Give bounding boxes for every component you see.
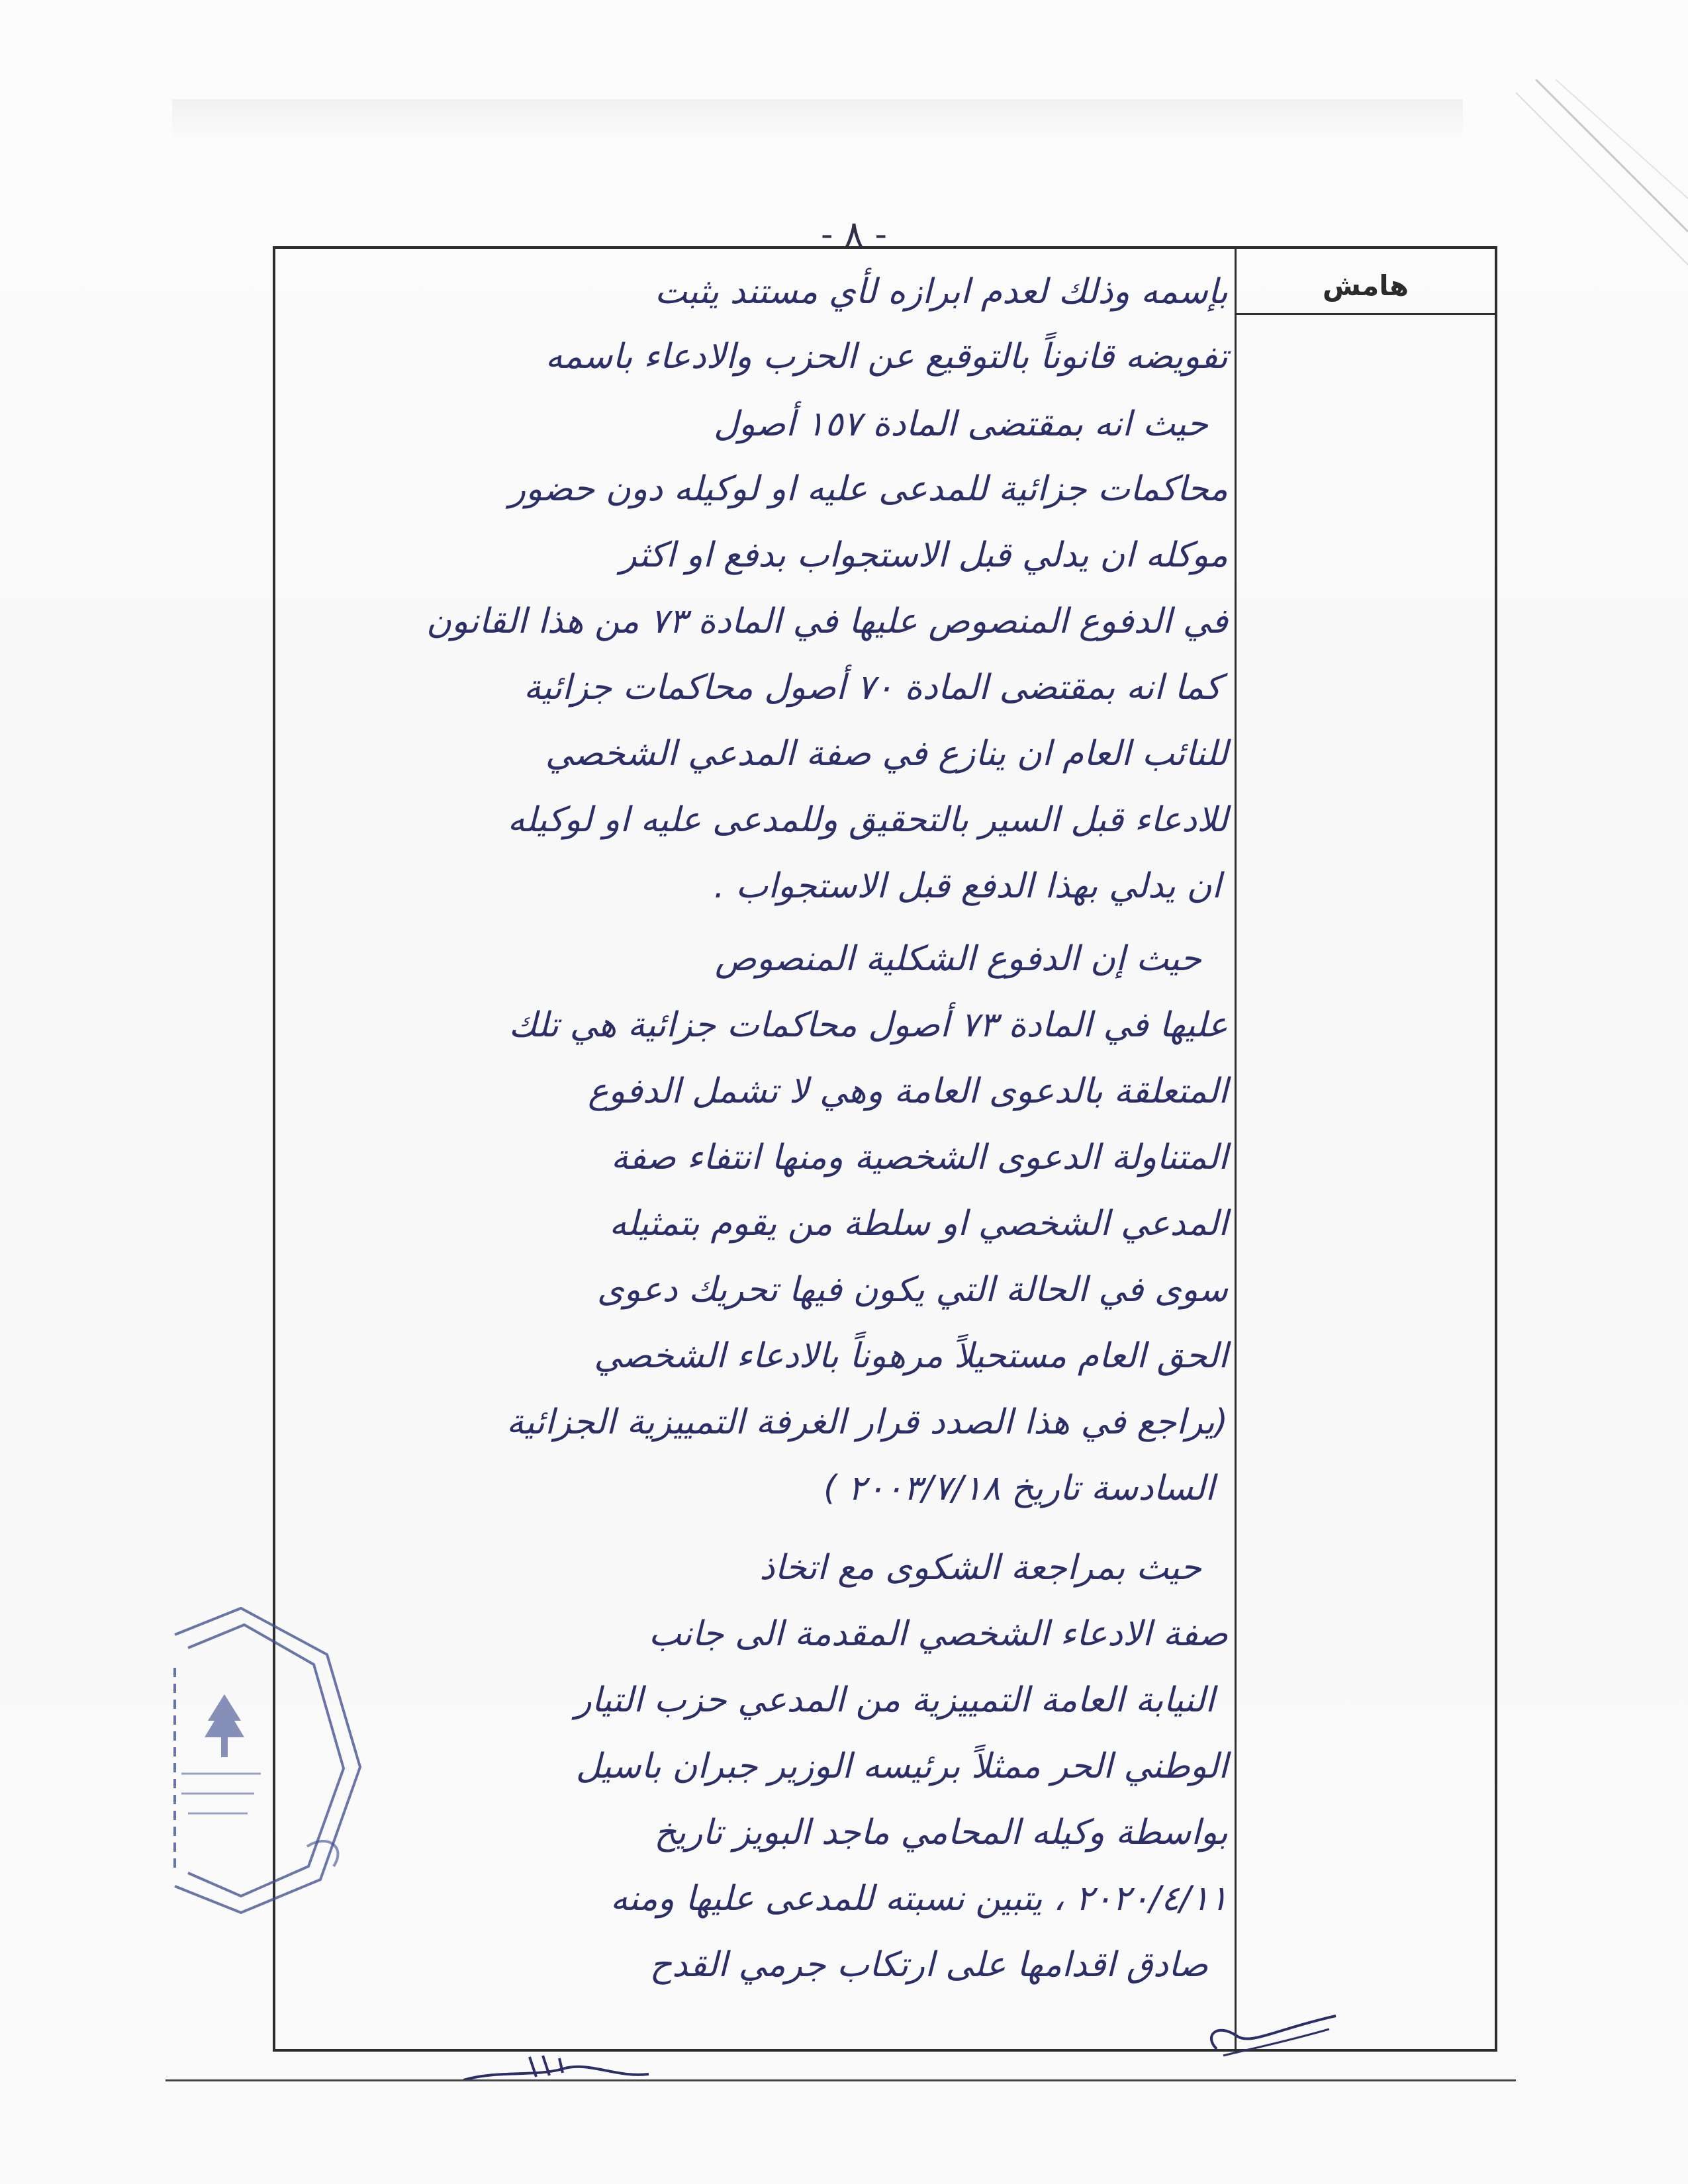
margin-column-header: هامش (1322, 269, 1409, 302)
text-line: (يراجع في هذا الصدد قرار الغرفة التمييزية الجزائية (506, 1402, 1228, 1442)
handwritten-body (278, 261, 1228, 2042)
text-line: السادسة تاريخ ٢٠٠٣/٧/١٨ ) (823, 1469, 1215, 1508)
bottom-rule (165, 2079, 1516, 2081)
text-line: للنائب العام ان ينازع في صفة المدعي الشخصي (545, 734, 1228, 774)
text-line: المتعلقة بالدعوى العامة وهي لا تشمل الدفوع (588, 1071, 1228, 1111)
text-line: النيابة العامة التمييزية من المدعي حزب التيار (575, 1680, 1215, 1720)
text-line: بإسمه وذلك لعدم ابرازه لأي مستند يثبت (655, 272, 1228, 312)
text-line: للادعاء قبل السير بالتحقيق وللمدعى عليه او لوكيله (507, 800, 1228, 840)
page-number: - ٨ - (821, 213, 887, 255)
text-line: بواسطة وكيله المحامي ماجد البويز تاريخ (654, 1813, 1228, 1852)
text-line: في الدفوع المنصوص عليها في المادة ٧٣ من هذا القانون (426, 602, 1228, 641)
text-line: صفة الادعاء الشخصي المقدمة الى جانب (648, 1614, 1228, 1654)
scan-shadow (172, 99, 1463, 139)
margin-header-divider (1235, 313, 1497, 315)
text-line: المتناولة الدعوى الشخصية ومنها انتفاء صفة (610, 1138, 1228, 1177)
text-line: ان يدلي بهذا الدفع قبل الاستجواب . (714, 866, 1221, 906)
text-line: الحق العام مستحيلاً مرهوناً بالادعاء الشخصي (594, 1336, 1228, 1376)
margin-divider (1235, 246, 1237, 2052)
text-line: حيث انه بمقتضى المادة ١٥٧ أصول (714, 404, 1208, 444)
text-line: حيث بمراجعة الشكوى مع اتخاذ (759, 1548, 1201, 1588)
text-line: تفويضه قانوناً بالتوقيع عن الحزب والادعاء باسمه (545, 337, 1228, 377)
text-line: ٢٠٢٠/٤/١١ ، يتبين نسبته للمدعى عليها ومنه (610, 1879, 1228, 1919)
text-line: موكله ان يدلي قبل الاستجواب بدفع او اكثر (620, 535, 1228, 575)
text-line: المدعي الشخصي او سلطة من يقوم بتمثيله (609, 1204, 1228, 1244)
text-line: حيث إن الدفوع الشكلية المنصوص (714, 939, 1201, 979)
text-line: كما انه بمقتضى المادة ٧٠ أصول محاكمات جزائية (523, 668, 1221, 707)
text-line: الوطني الحر ممثلاً برئيسه الوزير جبران باسيل (575, 1747, 1228, 1786)
text-line: صادق اقدامها على ارتكاب جرمي القدح (649, 1945, 1208, 1985)
text-line: عليها في المادة ٧٣ أصول محاكمات جزائية هي تلك (508, 1005, 1228, 1045)
text-line: محاكمات جزائية للمدعى عليه او لوكيله دون حضور (509, 469, 1228, 509)
text-line: سوى في الحالة التي يكون فيها تحريك دعوى (596, 1270, 1228, 1310)
